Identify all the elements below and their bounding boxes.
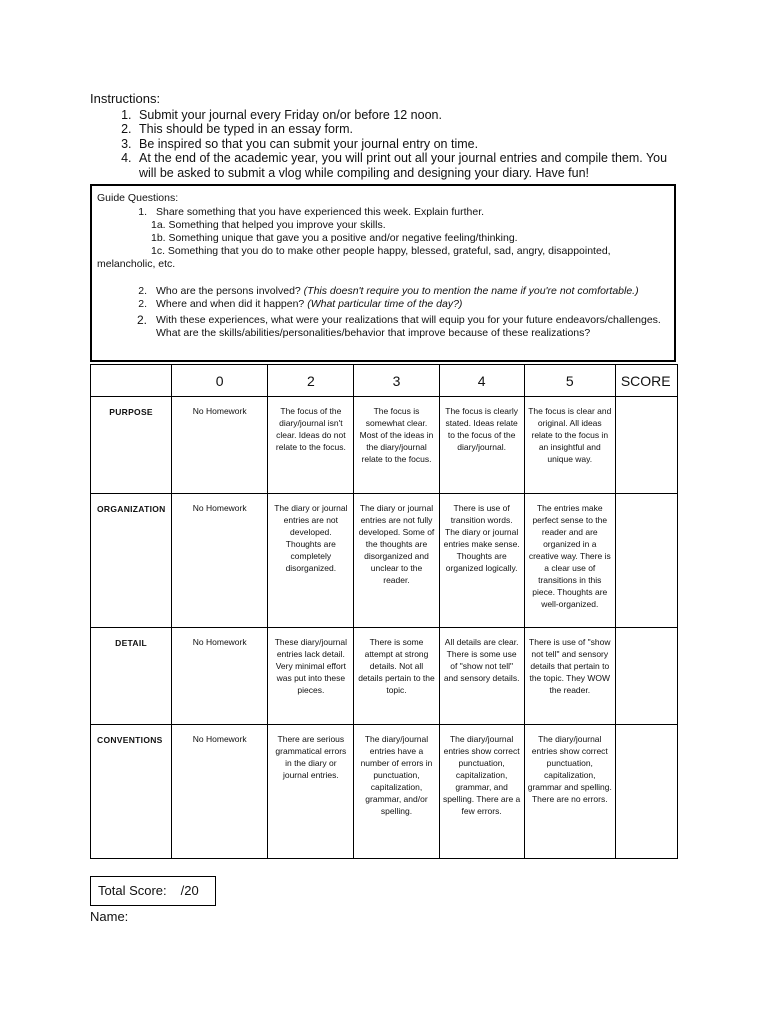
rubric-cell: The diary/journal entries show correct punctuation, capitalization, grammar, and spelling. There are a few errors. [439,725,524,859]
rubric-table [90,364,678,859]
criterion-label: DETAIL [91,628,172,725]
instructions-title: Instructions: [90,91,161,106]
score-cell[interactable] [615,494,677,628]
total-score-box[interactable] [90,876,216,906]
guide-question-3 [97,298,670,311]
rubric-cell: All details are clear. There is some use of "show not tell" and sensory details. [439,628,524,725]
question-note: (This doesn't require you to mention the name if you're not comfortable.) [303,285,639,297]
rubric-cell: These diary/journal entries lack detail. Very minimal effort was put into these pieces. [268,628,354,725]
guide-title: Guide Questions: [97,192,179,204]
rubric-row-conventions [91,725,678,859]
rubric-cell: The focus is clear and original. All ideas relate to the focus in an insightful and unique way. [524,397,615,494]
guide-question-1c: 1c. Something that you do to make other people happy, blessed, grateful, sad, angry, disappointed, melancholic, etc. [97,245,611,270]
rubric-cell: The entries make perfect sense to the reader and are organized in a creative way. There is a clear use of transitions in this piece. Thoughts are well-organized. [524,494,615,628]
rubric-cell: There is some attempt at strong details. Not all details pertain to the topic. [354,628,439,725]
rubric-cell: There are serious grammatical errors in the diary or journal entries. [268,725,354,859]
rubric-cell: The focus is clearly stated. Ideas relate to the focus of the diary/journal. [439,397,524,494]
header-score-0: 0 [172,365,268,397]
rubric-cell: No Homework [172,397,268,494]
instructions-section [90,92,680,180]
rubric-cell: The diary/journal entries show correct punctuation, capitalization, grammar and spelling. There are no errors. [524,725,615,859]
header-blank [91,365,172,397]
instruction-item: 4. At the end of the academic year, you will print out all your journal entries and compile them. You will be asked to submit a vlog while compiling and designing your diary. Have fun! [135,151,680,180]
guide-question-1 [97,206,670,219]
rubric-cell: No Homework [172,494,268,628]
header-score-2: 2 [268,365,354,397]
rubric-cell: There is use of "show not tell" and sensory details that pertain to the topic. They WOW the reader. [524,628,615,725]
criterion-label: CONVENTIONS [91,725,172,859]
score-cell[interactable] [615,397,677,494]
criterion-label: PURPOSE [91,397,172,494]
header-score-3: 3 [354,365,439,397]
rubric-header-row [91,365,678,397]
question-number: 1. [138,206,147,218]
guide-questions-box [90,184,676,362]
question-text: Who are the persons involved? (This doesn't require you to mention the name if you're not comfortable.) [156,285,639,297]
rubric-cell: The focus of the diary/journal isn't clear. Ideas do not relate to the focus. [268,397,354,494]
question-note: (What particular time of the day?) [307,298,463,310]
header-score: SCORE [615,365,677,397]
rubric-row-organization [91,494,678,628]
rubric-cell: No Homework [172,725,268,859]
rubric-cell: The diary or journal entries are not developed. Thoughts are completely disorganized. [268,494,354,628]
criterion-label: ORGANIZATION [91,494,172,628]
score-cell[interactable] [615,725,677,859]
rubric-cell: The focus is somewhat clear. Most of the ideas in the diary/journal relate to the focus. [354,397,439,494]
header-score-4: 4 [439,365,524,397]
question-number: 2. [136,313,147,327]
total-score-value: /20 [180,883,199,898]
rubric-cell: No Homework [172,628,268,725]
total-score-label: Total Score: [98,883,167,898]
guide-question-4 [97,314,670,340]
rubric-row-purpose [91,397,678,494]
guide-question-1a: 1a. Something that helped you improve your skills. [151,219,386,231]
guide-question-1b: 1b. Something unique that gave you a positive and/or negative feeling/thinking. [151,232,518,244]
guide-question-2 [97,285,670,298]
question-text: Where and when did it happen? (What particular time of the day?) [156,298,463,310]
rubric-cell: The diary/journal entries have a number of errors in punctuation, capitalization, grammar, and/or spelling. [354,725,439,859]
question-text: Share something that you have experienced this week. Explain further. [156,206,485,218]
instruction-item: 3. Be inspired so that you can submit your journal entry on time. [135,137,680,152]
rubric-cell: There is use of transition words. The diary or journal entries make sense. Thoughts are organized logically. [439,494,524,628]
question-number: 2. [138,298,147,310]
rubric-row-detail [91,628,678,725]
instructions-list [90,108,680,181]
instruction-item: 2. This should be typed in an essay form. [135,122,680,137]
question-text: With these experiences, what were your realizations that will equip you for your future endeavors/challenges. What are the skills/abilities/personalities/behavior that improve because of these realizations? [156,314,661,339]
instruction-item: 1. Submit your journal every Friday on/or before 12 noon. [135,108,680,123]
score-cell[interactable] [615,628,677,725]
rubric-cell: The diary or journal entries are not fully developed. Some of the thoughts are disorganized and unclear to the reader. [354,494,439,628]
question-number: 2. [138,285,147,297]
name-label: Name: [90,909,129,924]
header-score-5: 5 [524,365,615,397]
